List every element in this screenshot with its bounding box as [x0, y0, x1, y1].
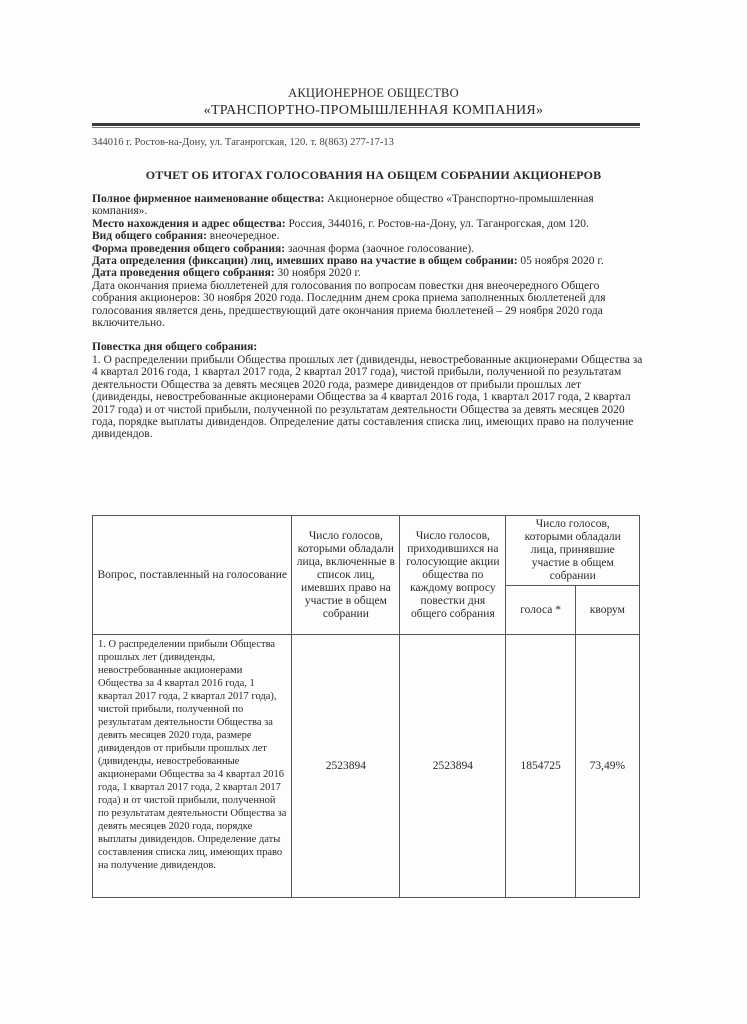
location-line: [92, 218, 644, 230]
row-votes-participants: 1854725: [506, 635, 575, 898]
meeting-date-line: [92, 267, 644, 279]
full-name-value: Акционерное общество «Транспортно-промышленная компания».: [92, 193, 594, 218]
header-votes-sub: голоса *: [506, 586, 575, 635]
meeting-form-value: заочная форма (заочное голосование).: [285, 242, 475, 255]
agenda-label: Повестка дня общего собрания:: [92, 341, 258, 354]
record-date-value: 05 ноября 2020 г.: [517, 255, 604, 268]
header-votes-participants: Число голосов, которыми обладали лица, принявшие участие в общем собрании: [506, 516, 640, 586]
row-votes-shares: 2523894: [400, 635, 506, 898]
meeting-date-value: 30 ноября 2020 г.: [274, 267, 361, 280]
record-date-label: Дата определения (фиксации) лиц, имевших право на участие в общем собрании:: [92, 255, 518, 268]
row-quorum: 73,49%: [575, 635, 639, 898]
ballot-note: Дата окончания приема бюллетеней для голосования по вопросам повестки дня внеочередного Общего собрания акционеров: 30 ноября 2020 года. Последним днем срока приема заполненных бюллетеней для голосования является день, предшествующий дате окончания приема бюллетеней – 29 ноября 2020 года включительно.: [92, 279, 606, 330]
meeting-date-label: Дата проведения общего собрания:: [92, 267, 275, 280]
org-type: АКЦИОНЕРНОЕ ОБЩЕСТВО: [288, 86, 459, 100]
location-label: Место нахождения и адрес общества:: [92, 217, 286, 230]
header-votes-list: Число голосов, которыми обладали лица, включенные в список лиц, имевших право на участие в общем собрании: [292, 516, 400, 635]
meeting-type-value: внеочередное.: [206, 230, 280, 243]
meeting-type-label: Вид общего собрания:: [92, 230, 207, 243]
header-rule-thick: [92, 123, 640, 126]
report-title: ОТЧЕТ ОБ ИТОГАХ ГОЛОСОВАНИЯ НА ОБЩЕМ СОБРАНИИ АКЦИОНЕРОВ: [145, 168, 602, 182]
table-header-row: [93, 516, 640, 586]
company-address: 344016 г. Ростов-на-Дону, ул. Таганрогская, 120. т. 8(863) 277-17-13: [92, 137, 394, 148]
header-votes-shares: Число голосов, приходившихся на голосующие акции общества по каждому вопросу повестки дня общего собрания: [400, 516, 506, 635]
header-rule-thin: [92, 127, 640, 128]
full-name-line: [92, 193, 644, 218]
table-row: [93, 635, 640, 898]
header-quorum-sub: кворум: [575, 586, 639, 635]
location-value: Россия, 344016, г. Ростов-на-Дону, ул. Таганрогская, дом 120.: [285, 217, 589, 230]
agenda-line: [92, 341, 644, 353]
header-question: Вопрос, поставленный на голосование: [93, 516, 292, 635]
voting-results-table: [92, 515, 640, 898]
report-body: [92, 193, 644, 441]
agenda-item: 1. О распределении прибыли Общества прошлых лет (дивиденды, невостребованные акционерами Общества за 4 квартал 2016 года, 1 квартал 2017 года, 2 квартал 2017 года), чистой прибыли, полученной по результатам деятельности Общества за девять месяцев 2020 года, размере дивидендов от прибыли прошлых лет (дивиденды, невостребованные акционерами Общества за 4 квартал 2016 года, 1 квартал 2017 года, 2 квартал 2017 года) и от чистой прибыли, полученной по результатам деятельности Общества за девять месяцев 2020 года, порядке выплаты дивидендов. Определение даты составления списка лиц, имеющих право на получение дивидендов.: [92, 353, 643, 441]
meeting-form-line: [92, 243, 644, 255]
row-votes-list: 2523894: [292, 635, 400, 898]
meeting-form-label: Форма проведения общего собрания:: [92, 242, 286, 255]
full-name-label: Полное фирменное наименование общества:: [92, 193, 325, 205]
row-question: 1. О распределении прибыли Общества прошлых лет (дивиденды, невостребованные акционерами Общества за 4 квартал 2016 года, 1 квартал 2017 года, 2 квартал 2017 года), чистой прибыли, полученной по результатам деятельности Общества за девять месяцев 2020 года, размере дивидендов от прибыли прошлых лет (дивиденды, невостребованные акционерами Общества за 4 квартал 2016 года, 1 квартал 2017 года, 2 квартал 2017 года) и от чистой прибыли, полученной по результатам деятельности Общества за девять месяцев 2020 года, порядке выплаты дивидендов. Определение даты составления списка лиц, имеющих право на получение дивидендов.: [93, 635, 292, 898]
meeting-type-line: [92, 230, 644, 242]
record-date-line: [92, 255, 644, 267]
spacer: [92, 329, 644, 341]
org-name: «ТРАНСПОРТНО-ПРОМЫШЛЕННАЯ КОМПАНИЯ»: [203, 103, 544, 118]
